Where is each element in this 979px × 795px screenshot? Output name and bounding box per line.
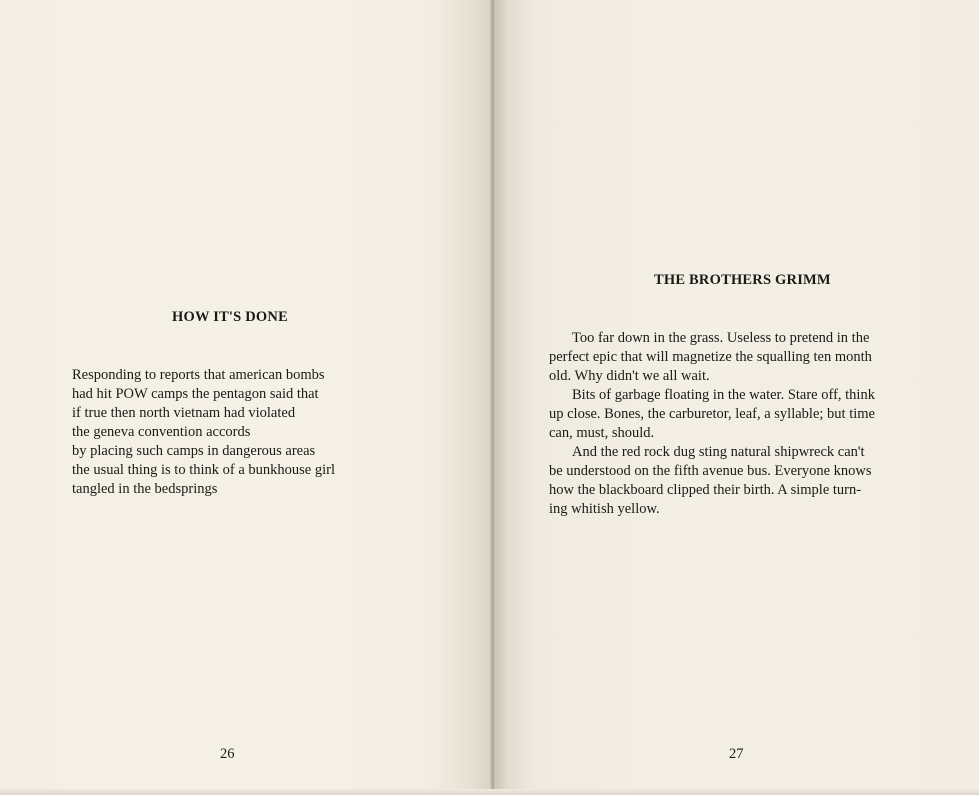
prose-line: up close. Bones, the carburetor, leaf, a syllable; but time — [549, 406, 875, 422]
prose-line: old. Why didn't we all wait. — [549, 368, 710, 384]
poem-line: had hit POW camps the pentagon said that — [72, 386, 319, 402]
poem-line: by placing such camps in dangerous areas — [72, 443, 316, 459]
prose-title: THE BROTHERS GRIMM — [654, 272, 831, 288]
prose-line: can, must, should. — [549, 425, 655, 441]
prose-line: be understood on the fifth avenue bus. Everyone knows — [549, 463, 872, 479]
poem-line: if true then north vietnam had violated — [72, 405, 296, 421]
prose-line: ing whitish yellow. — [549, 501, 660, 517]
right-page — [494, 0, 979, 795]
poem-line: Responding to reports that american bombs — [72, 367, 325, 383]
prose-line: And the red rock dug sting natural shipwreck can't — [572, 444, 865, 460]
prose-line: Too far down in the grass. Useless to pretend in the — [572, 330, 870, 346]
page-number: 26 — [220, 746, 235, 762]
page-bottom-edge — [0, 789, 979, 795]
prose-line: Bits of garbage floating in the water. Stare off, think — [572, 387, 875, 403]
page-number: 27 — [729, 746, 744, 762]
prose-line: perfect epic that will magnetize the squalling ten month — [549, 349, 872, 365]
poem-line: tangled in the bedsprings — [72, 481, 218, 497]
poem-line: the usual thing is to think of a bunkhouse girl — [72, 462, 335, 478]
prose-line: how the blackboard clipped their birth. A simple turn- — [549, 482, 862, 498]
poem-title: HOW IT'S DONE — [172, 309, 288, 325]
poem-line: the geneva convention accords — [72, 424, 251, 440]
